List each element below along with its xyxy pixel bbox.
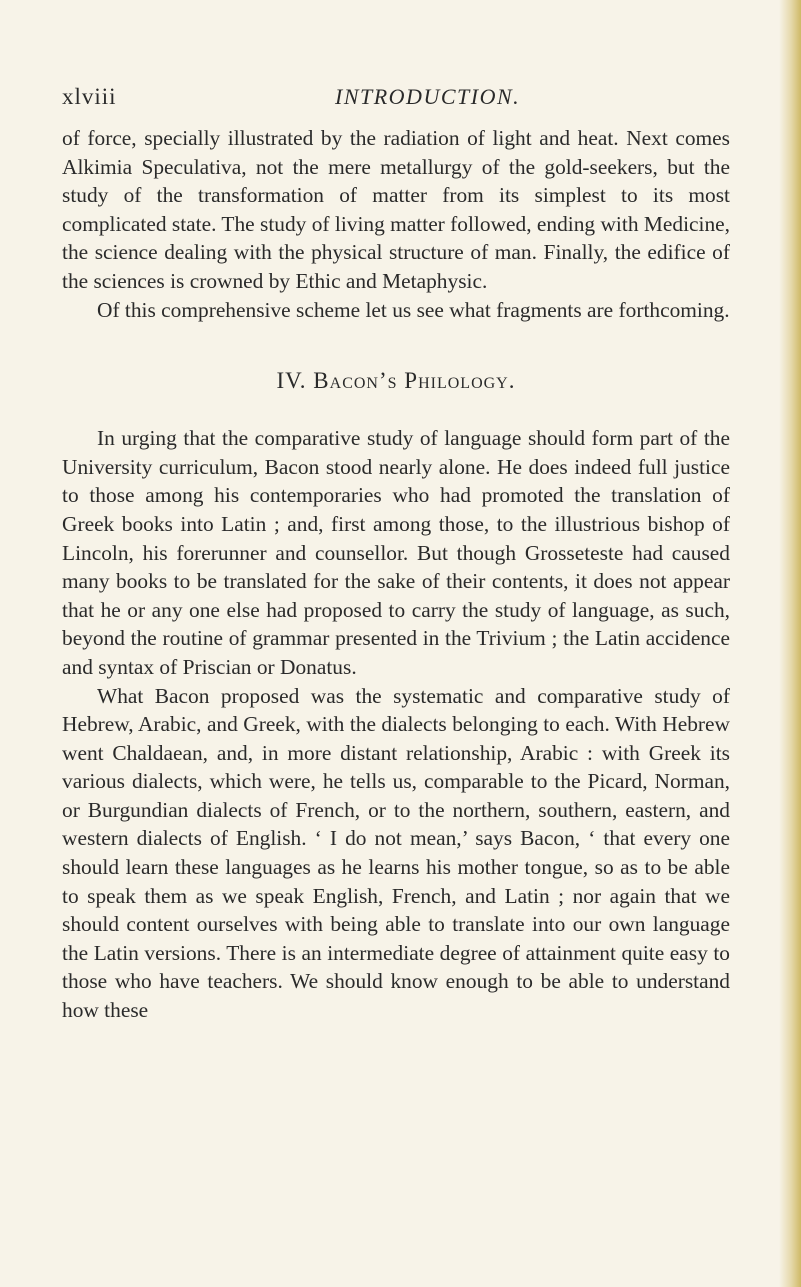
page-header <box>62 84 730 124</box>
paragraph: Of this comprehensive scheme let us see what fragments are forthcoming. <box>97 297 730 322</box>
page-number: xlviii <box>62 84 117 109</box>
section-heading: IV. Bacon’s Philology. <box>276 368 516 394</box>
paragraph: In urging that the comparative study of language should form part of the University curriculum, Bacon stood nearly alone. He does indeed full justice to those among his contemporaries who had promoted the translation of Greek books into Latin ; and, first among those, to the illustrious bishop of Lincoln, his forerunner and counsellor. But though Grosseteste had caused many books to be translated for the sake of their contents, it does not appear that he or any one else had proposed to carry the study of language, as such, beyond the routine of grammar presented in the Trivium ; the Latin accidence and syntax of Priscian or Donatus. <box>62 426 730 679</box>
paragraph-continued: of force, specially illustrated by the radiation of light and heat. Next comes Alkimia Speculativa, not the mere metallurgy of the gold-seekers, but the study of the transformation of matter from its simplest to its most complicated state. The study of living matter followed, ending with Medicine, the science dealing with the physical structure of man. Finally, the edifice of the sciences is crowned by Ethic and Metaphysic. <box>62 126 730 293</box>
book-page <box>62 84 730 1025</box>
paragraph: What Bacon proposed was the systematic and comparative study of Hebrew, Arabic, and Greek, with the dialects belonging to each. With Hebrew went Chaldaean, and, in more distant relationship, Arabic : with Greek its various dialects, which were, he tells us, comparable to the Picard, Norman, or Burgundian dialects of French, or to the northern, southern, eastern, and western dialects of English. ‘ I do not mean,’ says Bacon, ‘ that every one should learn these languages as he learns his mother tongue, so as to be able to speak them as we speak English, French, and Latin ; nor again that we should content ourselves with being able to translate into our own language the Latin versions. There is an intermediate degree of attainment quite easy to those who have teachers. We should know enough to be able to understand how these <box>62 683 730 1023</box>
running-head: INTRODUCTION. <box>335 84 521 109</box>
body-text <box>62 124 730 1025</box>
page-edge-shadow <box>779 0 801 1287</box>
